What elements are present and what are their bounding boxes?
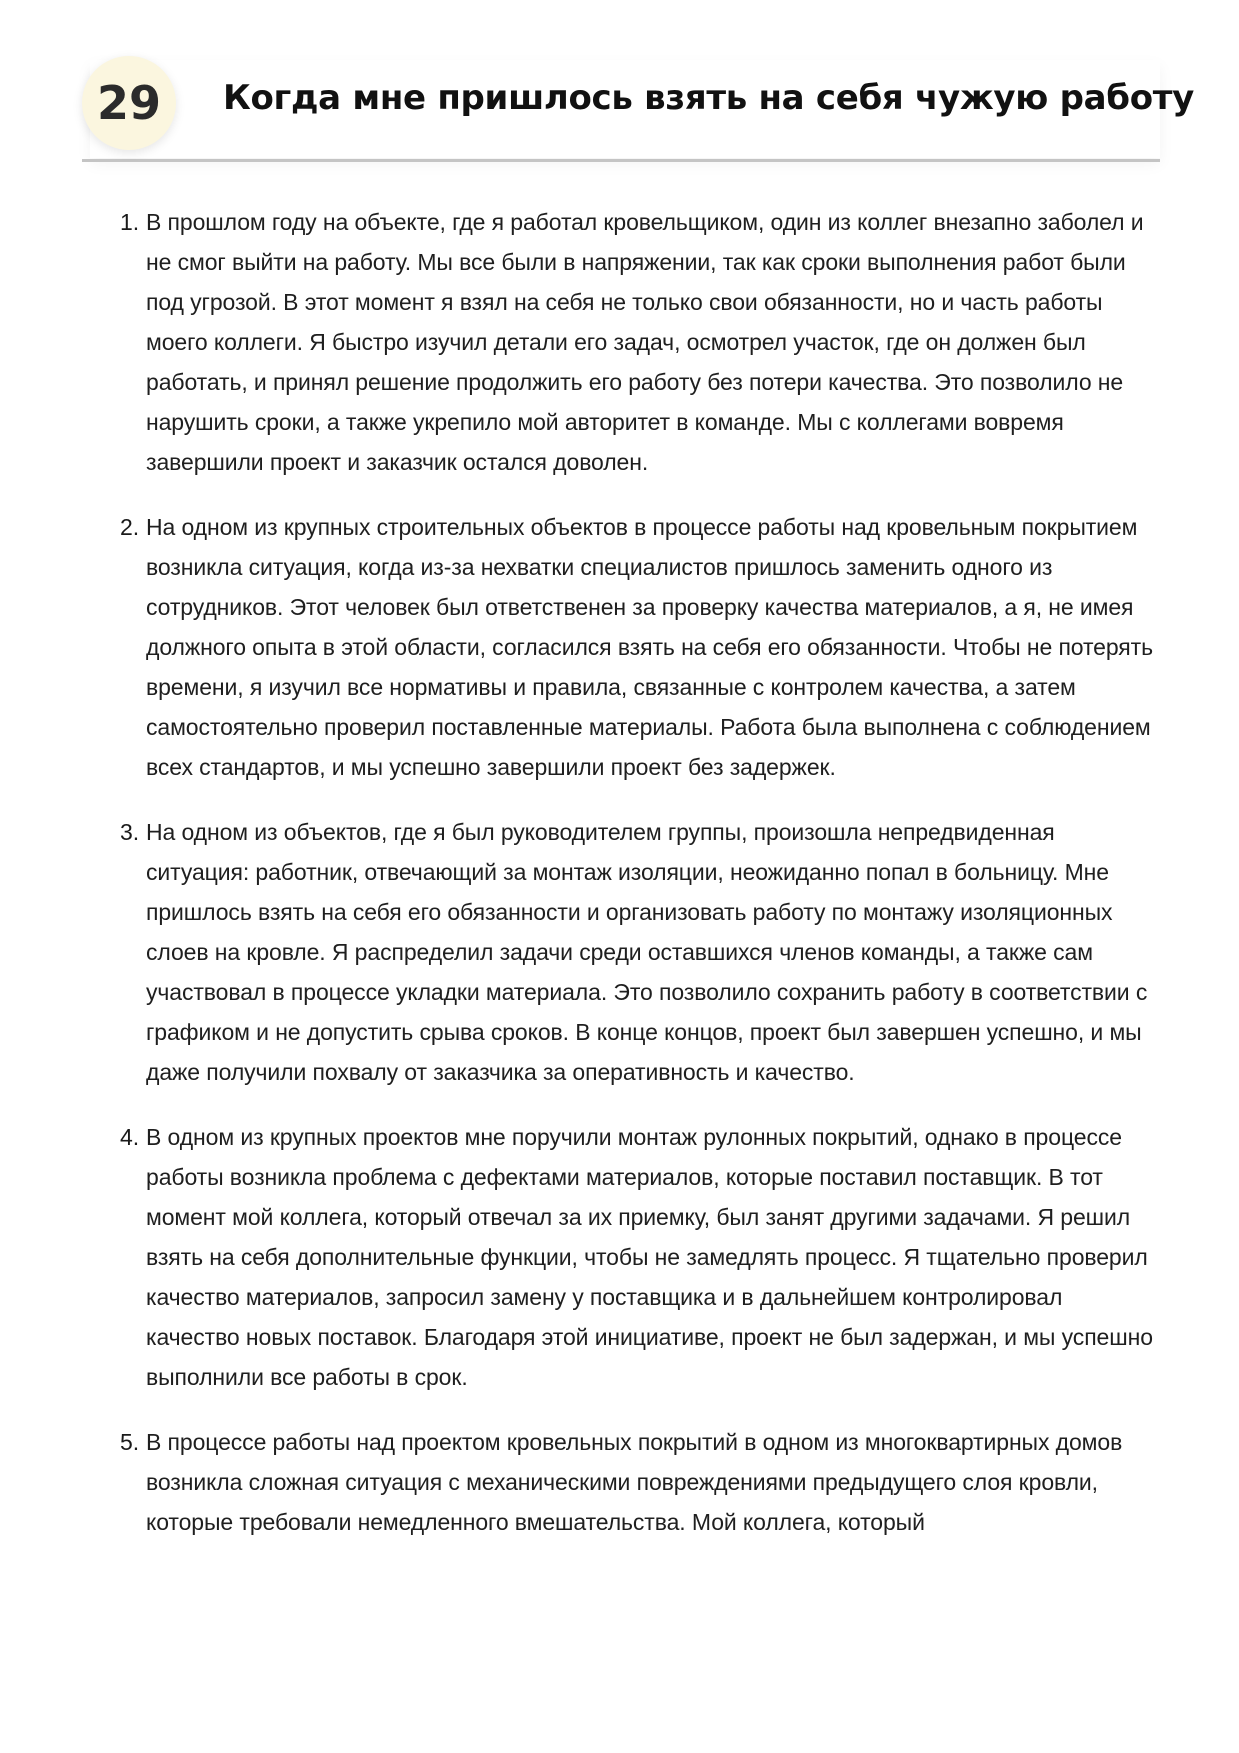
- list-item-number: 2.: [120, 514, 140, 540]
- list-item-text: В процессе работы над проектом кровельных покрытий в одном из многоквартирных домов возникла сложная ситуация с механическими повреждениями предыдущего слоя кровли, которые требовали немедленного вмешательства. Мой коллега, который: [146, 1429, 1123, 1535]
- list-item-number: 1.: [120, 209, 140, 235]
- list-item-text: На одном из крупных строительных объектов в процессе работы над кровельным покрытием возникла ситуация, когда из-за нехватки специалистов пришлось заменить одного из сотрудников. Этот человек был ответственен за проверку качества материалов, а я, не имея должного опыта в этой области, согласился взять на себя его обязанности. Чтобы не потерять времени, я изучил все нормативы и правила, связанные с контролем качества, а затем самостоятельно проверил поставленные материалы. Работа была выполнена с соблюдением всех стандартов, и мы успешно завершили проект без задержек.: [146, 514, 1153, 780]
- list-item: [120, 1422, 1160, 1542]
- question-number-badge: 29: [82, 56, 176, 150]
- list-item: [120, 812, 1160, 1092]
- list-item: [120, 507, 1160, 787]
- list-item: [120, 202, 1160, 482]
- page-header: [82, 56, 1195, 162]
- list-item-number: 3.: [120, 819, 140, 845]
- list-item-text: В прошлом году на объекте, где я работал кровельщиком, один из коллег внезапно заболел и не смог выйти на работу. Мы все были в напряжении, так как сроки выполнения работ были под угрозой. В этот момент я взял на себя не только свои обязанности, но и часть работы моего коллеги. Я быстро изучил детали его задач, осмотрел участок, где он должен был работать, и принял решение продолжить его работу без потери качества. Это позволило не нарушить сроки, а также укрепило мой авторитет в команде. Мы с коллегами вовремя завершили проект и заказчик остался доволен.: [146, 209, 1144, 475]
- list-item: [120, 1117, 1160, 1397]
- list-item-number: 4.: [120, 1124, 140, 1150]
- list-item-number: 5.: [120, 1429, 140, 1455]
- page-title: Когда мне пришлось взять на себя чужую работу: [223, 78, 1195, 118]
- answer-list: [120, 202, 1160, 1567]
- list-item-text: В одном из крупных проектов мне поручили монтаж рулонных покрытий, однако в процессе работы возникла проблема с дефектами материалов, которые поставил поставщик. В тот момент мой коллега, который отвечал за их приемку, был занят другими задачами. Я решил взять на себя дополнительные функции, чтобы не замедлять процесс. Я тщательно проверил качество материалов, запросил замену у поставщика и в дальнейшем контролировал качество новых поставок. Благодаря этой инициативе, проект не был задержан, и мы успешно выполнили все работы в срок.: [146, 1124, 1153, 1390]
- list-item-text: На одном из объектов, где я был руководителем группы, произошла непредвиденная ситуация: работник, отвечающий за монтаж изоляции, неожиданно попал в больницу. Мне пришлось взять на себя его обязанности и организовать работу по монтажу изоляционных слоев на кровле. Я распределил задачи среди оставшихся членов команды, а также сам участвовал в процессе укладки материала. Это позволило сохранить работу в соответствии с графиком и не допустить срыва сроков. В конце концов, проект был завершен успешно, и мы даже получили похвалу от заказчика за оперативность и качество.: [146, 819, 1148, 1085]
